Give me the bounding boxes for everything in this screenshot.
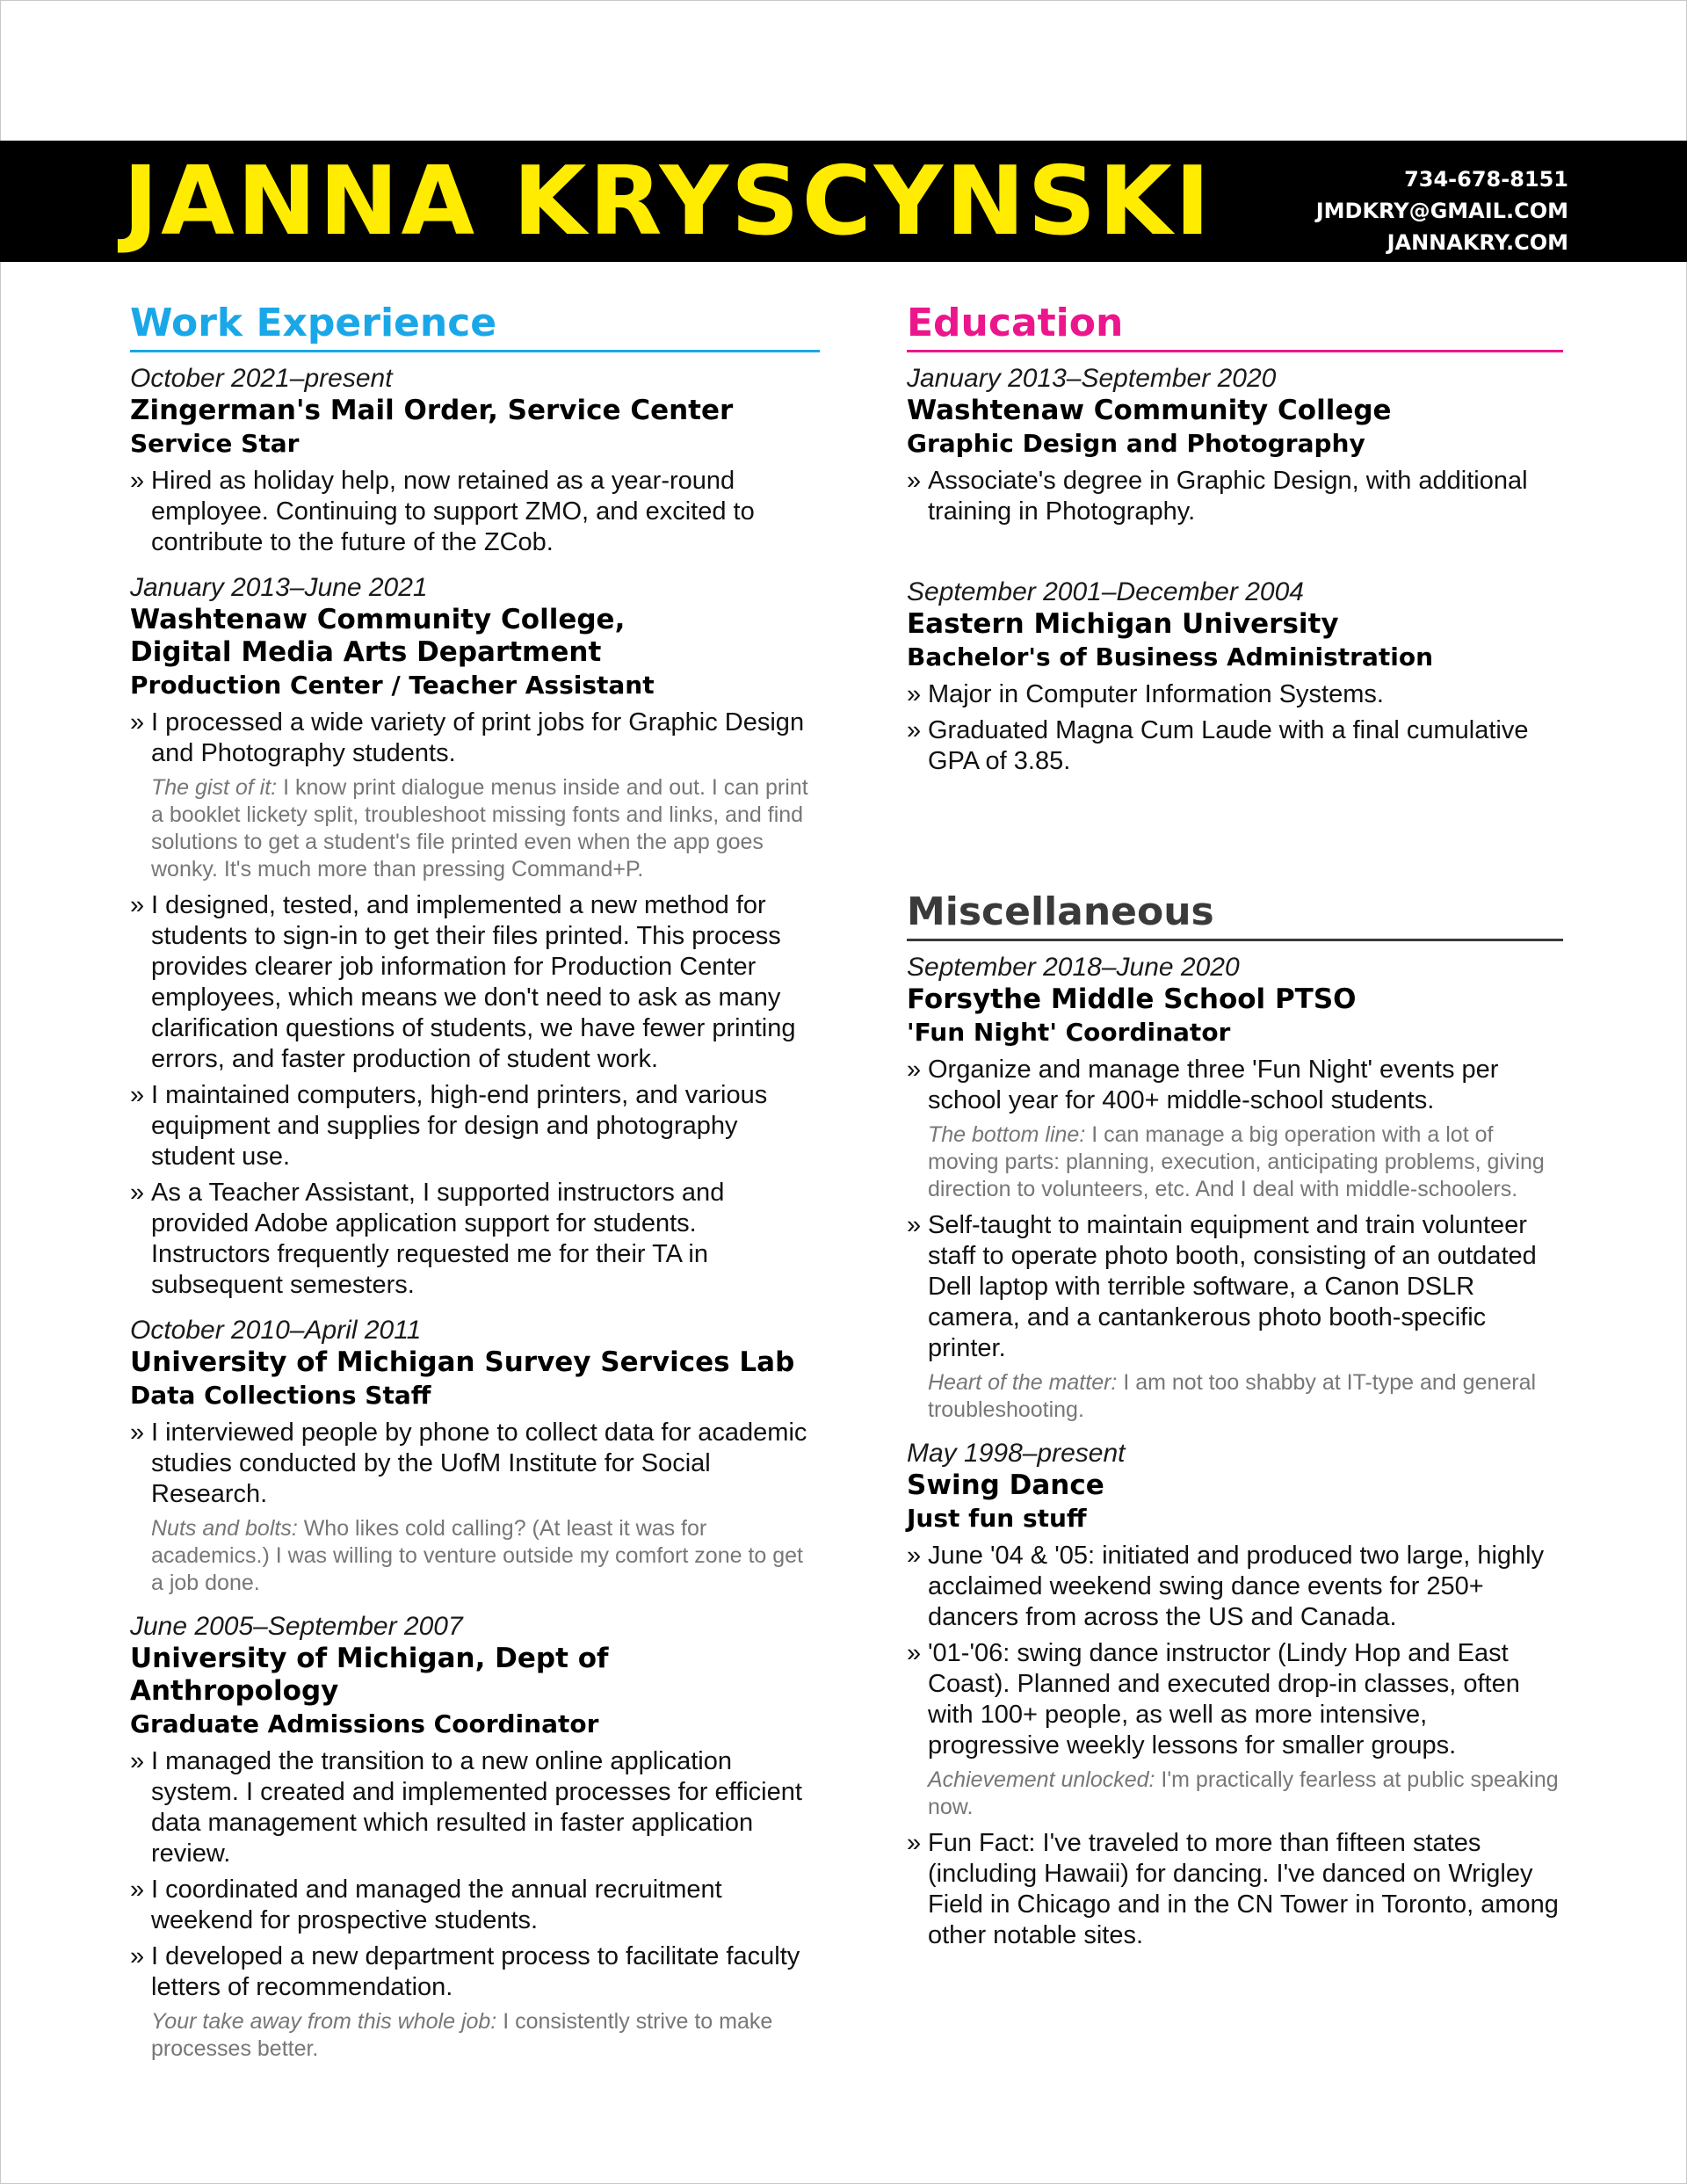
note-label: Nuts and bolts:: [151, 1516, 298, 1541]
entry-date: September 2018–June 2020: [907, 953, 1240, 982]
contact-phone: 734-678-8151: [1404, 167, 1568, 192]
entry-role: Bachelor's of Business Administration: [907, 642, 1434, 671]
work-experience-heading: Work Experience: [130, 299, 820, 352]
contact-website: JANNAKRY.COM: [1387, 230, 1568, 255]
entry-organization: University of Michigan Survey Services Lab: [130, 1346, 795, 1378]
entry-organization: Zingerman's Mail Order, Service Center: [130, 395, 734, 426]
entry-date: January 2013–September 2020: [907, 364, 1277, 393]
entry-note: [130, 774, 820, 883]
work-entry: [130, 1611, 820, 2063]
bullet: » Graduated Magna Cum Laude with a final cumulative GPA of 3.85.: [907, 715, 1563, 777]
entry-bullets: [130, 1746, 820, 2003]
note-label: Your take away from this whole job:: [151, 2009, 497, 2034]
entry-bullets: [907, 466, 1563, 527]
miscellaneous-heading: Miscellaneous: [907, 888, 1563, 941]
entry-date: January 2013–June 2021: [130, 573, 428, 602]
entry-role: Graduate Admissions Coordinator: [130, 1709, 599, 1738]
entry-role: Service Star: [130, 429, 300, 458]
entry-organization-line2: Digital Media Arts Department: [130, 636, 602, 668]
entry-date: October 2021–present: [130, 364, 393, 393]
work-entry: [130, 572, 820, 1301]
entry-role: Graphic Design and Photography: [907, 429, 1365, 458]
note-text: I am not too shabby at IT-type and general troubleshooting.: [928, 1370, 1537, 1422]
bullet: » Self-taught to maintain equipment and train volunteer staff to operate photo booth, consisting of an outdated Dell laptop with terrible software, a Canon DSLR camera, and a cantankerous photo booth-specific printer.: [907, 1210, 1563, 1364]
education-entry: [907, 577, 1563, 777]
entry-organization: Swing Dance: [907, 1469, 1104, 1501]
entry-bullets: [130, 890, 820, 1301]
entry-bullets: [130, 1418, 820, 1510]
note-text: I know print dialogue menus inside and out. I can print a booklet lickety split, troubleshoot missing fonts and links, and find solutions to get a student's file printed even when the app goes wonky. It's much more than pressing Command+P.: [151, 775, 808, 882]
entry-note: [907, 1369, 1563, 1424]
bullet: » I designed, tested, and implemented a new method for students to sign-in to get their files printed. This process provides clearer job information for Production Center employees, which means we don't need to ask as many clarification questions of students, we have fewer printing errors, and faster production of student work.: [130, 890, 820, 1075]
entry-role: Data Collections Staff: [130, 1381, 431, 1410]
contact-block: [1316, 163, 1568, 258]
misc-entry: [907, 952, 1563, 1424]
work-entry: [130, 363, 820, 558]
entry-note: [130, 2008, 820, 2063]
entry-bullets: [907, 1055, 1563, 1116]
bullet: » Major in Computer Information Systems.: [907, 679, 1563, 710]
entry-date: May 1998–present: [907, 1439, 1126, 1468]
note-text: Who likes cold calling? (At least it was for academics.) I was willing to venture outside my comfort zone to get a job done.: [151, 1516, 803, 1595]
entry-bullets: [907, 1541, 1563, 1761]
entry-bullets: [130, 466, 820, 558]
note-label: The bottom line:: [928, 1122, 1086, 1147]
bullet: » Fun Fact: I've traveled to more than fifteen states (including Hawaii) for dancing. I've danced on Wrigley Field in Chicago and in the CN Tower in Toronto, among other notable sites.: [907, 1828, 1563, 1951]
note-text: I consistently strive to make processes better.: [151, 2009, 773, 2061]
note-label: Achievement unlocked:: [928, 1767, 1155, 1792]
entry-date: September 2001–December 2004: [907, 577, 1304, 606]
bullet: » I developed a new department process to facilitate faculty letters of recommendation.: [130, 1941, 820, 2003]
entry-role: Just fun stuff: [907, 1504, 1087, 1533]
note-label: Heart of the matter:: [928, 1370, 1118, 1395]
education-heading: Education: [907, 299, 1563, 352]
bullet: » '01-'06: swing dance instructor (Lindy Hop and East Coast). Planned and executed drop-in classes, often with 100+ people, as well as more intensive, progressive weekly lessons for smaller groups.: [907, 1638, 1563, 1761]
bullet: » Hired as holiday help, now retained as a year-round employee. Continuing to support ZMO, and excited to contribute to the future of the ZCob.: [130, 466, 820, 558]
entry-bullets: [907, 1210, 1563, 1364]
entry-date: June 2005–September 2007: [130, 1612, 463, 1641]
resume-name: JANNA KRYSCYNSKI: [123, 147, 1213, 257]
education-entry: [907, 363, 1563, 527]
note-text: I'm practically fearless at public speaking now.: [928, 1767, 1559, 1819]
bullet: » I interviewed people by phone to collect data for academic studies conducted by the UofM Institute for Social Research.: [130, 1418, 820, 1510]
entry-organization: Washtenaw Community College: [907, 395, 1392, 426]
bullet: » I maintained computers, high-end printers, and various equipment and supplies for design and photography student use.: [130, 1080, 820, 1172]
entry-bullets: [907, 1828, 1563, 1951]
work-entry: [130, 1315, 820, 1597]
entry-organization: Forsythe Middle School PTSO: [907, 983, 1357, 1015]
bullet: » Organize and manage three 'Fun Night' events per school year for 400+ middle-school students.: [907, 1055, 1563, 1116]
entry-organization: University of Michigan, Dept of Anthropology: [130, 1643, 609, 1707]
note-label: The gist of it:: [151, 775, 278, 800]
entry-bullets: [907, 679, 1563, 777]
bullet: » I processed a wide variety of print jobs for Graphic Design and Photography students.: [130, 707, 820, 769]
entry-date: October 2010–April 2011: [130, 1316, 422, 1345]
contact-email: JMDKRY@GMAIL.COM: [1315, 199, 1568, 223]
spacer: [907, 791, 1563, 888]
bullet: » I managed the transition to a new online application system. I created and implemented processes for efficient data management which resulted in faster application review.: [130, 1746, 820, 1869]
bullet: » As a Teacher Assistant, I supported instructors and provided Adobe application support for students. Instructors frequently requested me for their TA in subsequent semesters.: [130, 1178, 820, 1301]
entry-bullets: [130, 707, 820, 769]
entry-organization: Eastern Michigan University: [907, 608, 1339, 640]
entry-role: Production Center / Teacher Assistant: [130, 671, 655, 700]
entry-role: 'Fun Night' Coordinator: [907, 1018, 1231, 1047]
left-column: [130, 299, 820, 2077]
right-column: [907, 299, 1563, 1965]
entry-note: [130, 1515, 820, 1597]
bullet: » I coordinated and managed the annual recruitment weekend for prospective students.: [130, 1875, 820, 1936]
bullet: » June '04 & '05: initiated and produced two large, highly acclaimed weekend swing dance events for 250+ dancers from across the US and Canada.: [907, 1541, 1563, 1633]
entry-organization: Washtenaw Community College,: [130, 604, 626, 635]
bullet: » Associate's degree in Graphic Design, with additional training in Photography.: [907, 466, 1563, 527]
note-text: I can manage a big operation with a lot of moving parts: planning, execution, anticipating problems, giving direction to volunteers, etc. And I deal with middle-schoolers.: [928, 1122, 1545, 1201]
entry-note: [907, 1767, 1563, 1821]
misc-entry: [907, 1438, 1563, 1951]
entry-note: [907, 1121, 1563, 1203]
spacer: [907, 541, 1563, 577]
